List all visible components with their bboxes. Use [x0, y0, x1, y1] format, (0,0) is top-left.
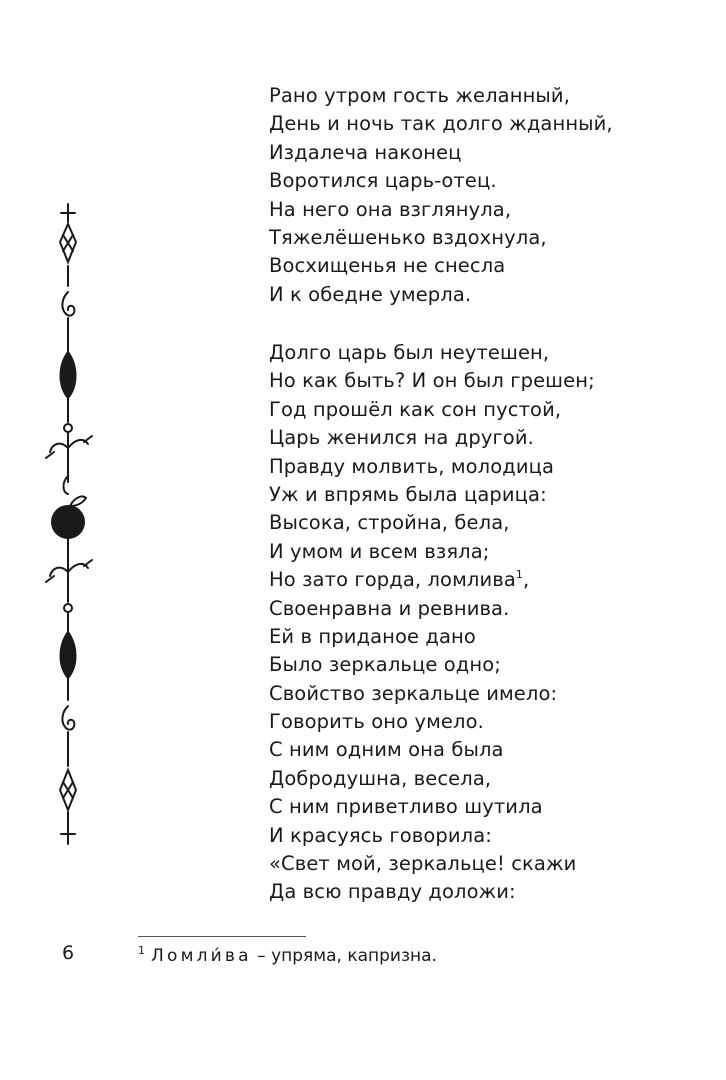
page-number: 6	[62, 942, 75, 964]
footnote-definition: – упряма, капризна.	[257, 946, 437, 966]
stanza-1	[269, 82, 613, 309]
footnote	[138, 944, 437, 966]
verse-line: Год прошёл как сон пустой,	[269, 397, 562, 421]
verse-line: Свойство зеркальце имело:	[269, 681, 558, 705]
verse-line: На него она взглянула,	[269, 197, 512, 221]
verse-line: Но как быть? И он был грешен;	[269, 369, 595, 393]
verse-line: С ним приветливо шутила	[269, 795, 543, 819]
verse-line: Издалеча наконец	[269, 140, 462, 164]
footnote-term: Ломли́ва	[151, 946, 252, 966]
footnote-reference[interactable]: 1	[515, 568, 523, 582]
verse-line-with-footnote: Но зато горда, ломлива$^1$,	[269, 568, 530, 592]
verse-text: Но зато горда, ломлива	[269, 568, 516, 592]
verse-line: Было зеркальце одно;	[269, 653, 501, 677]
verse-line: Царь женился на другой.	[269, 426, 534, 450]
footnote-mark: 1	[138, 944, 145, 957]
verse-line: Добродушна, весела,	[269, 766, 492, 790]
verse-line: «Свет мой, зеркальце! скажи	[269, 852, 577, 876]
verse-line: Правду молвить, молодица	[269, 454, 555, 478]
verse-line: Долго царь был неутешен,	[269, 341, 550, 364]
verse-line: Уж и впрямь была царица:	[269, 482, 547, 506]
verse-line: Своенравна и ревнива.	[269, 596, 510, 620]
floral-vertical-border-icon	[40, 200, 110, 860]
verse-line: Говорить оно умело.	[269, 710, 484, 734]
verse-line: И к обедне умерла.	[269, 282, 472, 306]
footnote-divider	[138, 936, 306, 937]
verse-line: Да всю правду доложи:	[269, 880, 516, 904]
verse-line: День и ночь так долго жданный,	[269, 112, 613, 136]
verse-line: И умом и всем взяла;	[269, 539, 490, 563]
verse-line: И красуясь говорила:	[269, 823, 492, 847]
verse-line: Рано утром гость желанный,	[269, 84, 570, 107]
verse-line: С ним одним она была	[269, 738, 504, 762]
stanza-2	[269, 339, 595, 907]
verse-line: Высока, стройна, бела,	[269, 511, 510, 535]
verse-line: Тяжелёшенько вздохнула,	[269, 225, 547, 249]
verse-line: Ей в приданое дано	[269, 624, 476, 648]
verse-line: Восхищенья не снесла	[269, 254, 506, 278]
verse-line: Воротился царь-отец.	[269, 169, 497, 193]
